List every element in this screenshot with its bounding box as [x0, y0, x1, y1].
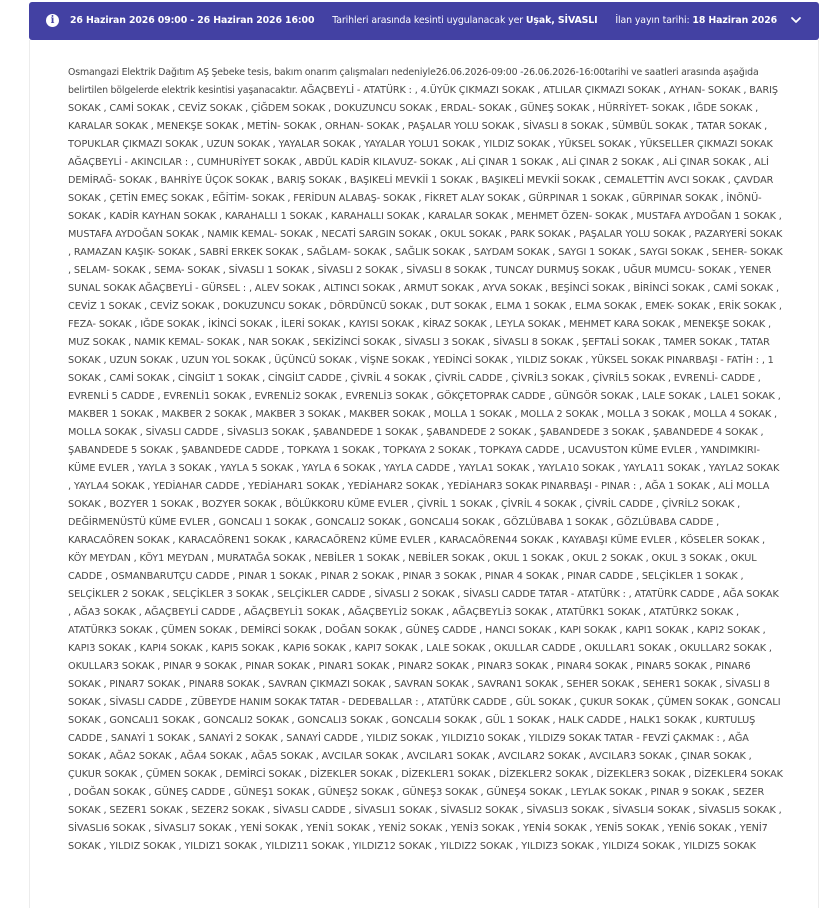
info-icon: i: [46, 14, 59, 27]
outage-accordion-header[interactable]: [29, 2, 819, 40]
outage-summary: [70, 2, 777, 40]
outage-date-range: 26 Haziran 2026 09:00 - 26 Haziran 2026 16:00: [70, 15, 315, 26]
affected-streets-list: AĞAÇBEYLİ - ATATÜRK : , 4.ÜYÜK ÇIKMAZI SOKAK , ATLILAR ÇIKMAZI SOKAK , AYHAN- SOKAK , BARIŞ SOKAK , CAMİ SOKAK , CEVİZ SOKAK , ÇİĞDEM SOKAK , DOKUZUNCU SOKAK , ERDAL- SOKAK , GÜNEŞ SOKAK , HÜRRİYET- SOKAK , IĞDE SOKAK , KARALAR SOKAK , MENEKŞE SOKAK , METİN- SOKAK , ORHAN- SOKAK , PAŞALAR YOLU SOKAK , SİVASLI 8 SOKAK , SÜMBÜL SOKAK , TATAR SOKAK , TOPUKLAR ÇIKMAZI SOKAK , UZUN SOKAK , YAYALAR SOKAK , YAYALAR YOLU1 SOKAK , YILDIZ SOKAK , YÜKSEL SOKAK , YÜKSELLER ÇIKMAZI SOKAK AĞAÇBEYLİ - AKINCILAR : , CUMHURİYET SOKAK , ABDÜL KADİR KILAVUZ- SOKAK , ALİ ÇINAR 1 SOKAK , ALİ ÇINAR 2 SOKAK , ALİ ÇINAR SOKAK , ALİ DEMİRAĞ- SOKAK , BAHRİYE ÜÇOK SOKAK , BARIŞ SOKAK , BAŞIKELİ MEVKİİ 1 SOKAK , BAŞIKELİ MEVKİİ SOKAK , CEMALETTİN AVCI SOKAK , ÇAVDAR SOKAK , ÇETİN EMEÇ SOKAK , EĞİTİM- SOKAK , FERİDUN ALABAŞ- SOKAK , FİKRET ALAY SOKAK , GÜRPINAR 1 SOKAK , GÜRPINAR SOKAK , İNÖNÜ- SOKAK , KADİR KAYHAN SOKAK , KARAHALLI 1 SOKAK , KARAHALLI SOKAK , KARALAR SOKAK , MEHMET ÖZEN- SOKAK , MUSTAFA AYDOĞAN 1 SOKAK , MUSTAFA AYDOĞAN SOKAK , NAMIK KEMAL- SOKAK , NECATİ SARGIN SOKAK , OKUL SOKAK , PARK SOKAK , PAŞALAR YOLU SOKAK , PAZARYERİ SOKAK , RAMAZAN KAŞIK- SOKAK , SABRİ ERKEK SOKAK , SAĞLAM- SOKAK , SAĞLIK SOKAK , SAYDAM SOKAK , SAYGI 1 SOKAK , SAYGI SOKAK , SEHER- SOKAK , SELAM- SOKAK , SEMA- SOKAK , SİVASLI 1 SOKAK , SİVASLI 2 SOKAK , SİVASLI 8 SOKAK , TUNCAY DURMUŞ SOKAK , UĞUR MUMCU- SOKAK , YENER SUNAL SOKAK AĞAÇBEYLİ - GÜRSEL : , ALEV SOKAK , ALTINCI SOKAK , ARMUT SOKAK , AYVA SOKAK , BEŞİNCİ SOKAK , BİRİNCİ SOKAK , CAMİ SOKAK , CEVİZ 1 SOKAK , CEVİZ SOKAK , DOKUZUNCU SOKAK , DÖRDÜNCÜ SOKAK , DUT SOKAK , ELMA 1 SOKAK , ELMA SOKAK , EMEK- SOKAK , ERİK SOKAK , FEZA- SOKAK , IĞDE SOKAK , İKİNCİ SOKAK , İLERİ SOKAK , KAYISI SOKAK , KİRAZ SOKAK , LEYLA SOKAK , MEHMET KARA SOKAK , MENEKŞE SOKAK , MUZ SOKAK , NAMIK KEMAL- SOKAK , NAR SOKAK , SEKİZİNCİ SOKAK , SİVASLI 3 SOKAK , SİVASLI 8 SOKAK , ŞEFTALİ SOKAK , TAMER SOKAK , TATAR SOKAK , UZUN SOKAK , UZUN YOL SOKAK , ÜÇÜNCÜ SOKAK , VİŞNE SOKAK , YEDİNCİ SOKAK , YILDIZ SOKAK , YÜKSEL SOKAK PINARBAŞI - FATİH : , 1 SOKAK , CAMİ SOKAK , CİNGİLT 1 SOKAK , CİNGİLT CADDE , ÇİVRİL 4 SOKAK , ÇİVRİL CADDE , ÇİVRİL3 SOKAK , ÇİVRİL5 SOKAK , EVRENLİ- CADDE , EVRENLİ 5 CADDE , EVRENLİ1 SOKAK , EVRENLİ2 SOKAK , EVRENLİ3 SOKAK , GÖKÇETOPRAK CADDE , GÜNGÖR SOKAK , LALE SOKAK , LALE1 SOKAK , MAKBER 1 SOKAK , MAKBER 2 SOKAK , MAKBER 3 SOKAK , MAKBER SOKAK , MOLLA 1 SOKAK , MOLLA 2 SOKAK , MOLLA 3 SOKAK , MOLLA 4 SOKAK , MOLLA SOKAK , SİVASLI CADDE , SİVASLI3 SOKAK , ŞABANDEDE 1 SOKAK , ŞABANDEDE 2 SOKAK , ŞABANDEDE 3 SOKAK , ŞABANDEDE 4 SOKAK , ŞABANDEDE 5 SOKAK , ŞABANDEDE CADDE , TOPKAYA 1 SOKAK , TOPKAYA 2 SOKAK , TOPKAYA CADDE , UCAVUSTON KÜME EVLER , YANDIMKIRI- KÜME EVLER , YAYLA 3 SOKAK , YAYLA 5 SOKAK , YAYLA 6 SOKAK , YAYLA CADDE , YAYLA1 SOKAK , YAYLA10 SOKAK , YAYLA11 SOKAK , YAYLA2 SOKAK , YAYLA4 SOKAK , YEDİAHAR CADDE , YEDİAHAR1 SOKAK , YEDİAHAR2 SOKAK , YEDİAHAR3 SOKAK PINARBAŞI - PINAR : , AĞA 1 SOKAK , ALİ MOLLA SOKAK , BOZYER 1 SOKAK , BOZYER SOKAK , BÖLÜKKORU KÜME EVLER , ÇİVRİL 1 SOKAK , ÇİVRİL 4 SOKAK , ÇİVRİL CADDE , ÇİVRİL2 SOKAK , DEĞİRMENÜSTÜ KÜME EVLER , GONCALI 1 SOKAK , GONCALI2 SOKAK , GONCALI4 SOKAK , GÖZLÜBABA 1 SOKAK , GÖZLÜBABA CADDE , KARACAÖREN SOKAK , KARACAÖREN1 SOKAK , KARACAÖREN2 KÜME EVLER , KARACAÖREN44 SOKAK , KAYABAŞI KÜME EVLER , KÖSELER SOKAK , KÖY MEYDAN , KÖY1 MEYDAN , MURATAĞA SOKAK , NEBİLER 1 SOKAK , NEBİLER SOKAK , OKUL 1 SOKAK , OKUL 2 SOKAK , OKUL 3 SOKAK , OKUL CADDE , OSMANBARUTÇU CADDE , PINAR 1 SOKAK , PINAR 2 SOKAK , PINAR 3 SOKAK , PINAR 4 SOKAK , PINAR CADDE , SELÇİKLER 1 SOKAK , SELÇİKLER 2 SOKAK , SELÇİKLER 3 SOKAK , SELÇİKLER CADDE , SİVASLI 2 SOKAK , SİVASLI CADDE TATAR - ATATÜRK : , ATATÜRK CADDE , AĞA SOKAK , AĞA3 SOKAK , AĞAÇBEYLİ CADDE , AĞAÇBEYLİ1 SOKAK , AĞAÇBEYLİ2 SOKAK , AĞAÇBEYLİ3 SOKAK , ATATÜRK1 SOKAK , ATATÜRK2 SOKAK , ATATÜRK3 SOKAK , ÇÜMEN SOKAK , DEMİRCİ SOKAK , DOĞAN SOKAK , GÜNEŞ CADDE , HANCI SOKAK , KAPI SOKAK , KAPI1 SOKAK , KAPI2 SOKAK , KAPI3 SOKAK , KAPI4 SOKAK , KAPI5 SOKAK , KAPI6 SOKAK , KAPI7 SOKAK , LALE SOKAK , OKULLAR CADDE , OKULLAR1 SOKAK , OKULLAR2 SOKAK , OKULLAR3 SOKAK , PINAR 9 SOKAK , PINAR SOKAK , PINAR1 SOKAK , PINAR2 SOKAK , PINAR3 SOKAK , PINAR4 SOKAK , PINAR5 SOKAK , PINAR6 SOKAK , PINAR7 SOKAK , PINAR8 SOKAK , SAVRAN ÇIKMAZI SOKAK , SAVRAN SOKAK , SAVRAN1 SOKAK , SEHER SOKAK , SEHER1 SOKAK , SİVASLI 8 SOKAK , SİVASLI CADDE , ZÜBEYDE HANIM SOKAK TATAR - DEDEBALLAR : , ATATÜRK CADDE , GÜL SOKAK , ÇUKUR SOKAK , ÇÜMEN SOKAK , GONCALI SOKAK , GONCALI1 SOKAK , GONCALI2 SOKAK , GONCALI3 SOKAK , GONCALI4 SOKAK , GÜL 1 SOKAK , HALK CADDE , HALK1 SOKAK , KURTULUŞ CADDE , SANAYİ 1 SOKAK , SANAYİ 2 SOKAK , SANAYİ CADDE , YILDIZ SOKAK , YILDIZ10 SOKAK , YILDIZ9 SOKAK TATAR - FEVZİ ÇAKMAK : , AĞA SOKAK , AĞA2 SOKAK , AĞA4 SOKAK , AĞA5 SOKAK , AVCILAR SOKAK , AVCILAR1 SOKAK , AVCILAR2 SOKAK , AVCILAR3 SOKAK , ÇINAR SOKAK , ÇUKUR SOKAK , ÇÜMEN SOKAK , DEMİRCİ SOKAK , DİZEKLER SOKAK , DİZEKLER1 SOKAK , DİZEKLER2 SOKAK , DİZEKLER3 SOKAK , DİZEKLER4 SOKAK , DOĞAN SOKAK , GÜNEŞ CADDE , GÜNEŞ1 SOKAK , GÜNEŞ2 SOKAK , GÜNEŞ3 SOKAK , GÜNEŞ4 SOKAK , LEYLAK SOKAK , PINAR 9 SOKAK , SEZER SOKAK , SEZER1 SOKAK , SEZER2 SOKAK , SİVASLI CADDE , SİVASLI1 SOKAK , SİVASLI2 SOKAK , SİVASLI3 SOKAK , SİVASLI4 SOKAK , SİVASLI5 SOKAK , SİVASLI6 SOKAK , SİVASLI7 SOKAK , YENİ SOKAK , YENİ1 SOKAK , YENİ2 SOKAK , YENİ3 SOKAK , YENİ4 SOKAK , YENİ5 SOKAK , YENİ6 SOKAK , YENİ7 SOKAK , YILDIZ SOKAK , YILDIZ1 SOKAK , YILDIZ11 SOKAK , YILDIZ12 SOKAK , YILDIZ2 SOKAK , YILDIZ3 SOKAK , YILDIZ4 SOKAK , YILDIZ5 SOKAK: [68, 85, 783, 852]
outage-details-panel: [29, 40, 819, 908]
chevron-down-icon[interactable]: [789, 13, 803, 27]
publish-date-label: İlan yayın tarihi:: [615, 15, 690, 26]
publish-date: 18 Haziran 2026: [692, 15, 778, 26]
outage-location: Uşak, SİVASLI: [525, 15, 598, 26]
notice-intro: Osmangazi Elektrik Dağıtım AŞ Şebeke tesis, bakım onarım çalışmaları nedeniyle26.06.2026-09:00 -26.06.2026-16:00tarihi ve saatleri arasında aşağıda belirtilen bölgelerde elektrik kesintisi yaşanacaktır.: [68, 67, 759, 96]
outage-notice-text: [68, 64, 784, 856]
location-label: Tarihleri arasında kesinti uygulanacak yer: [332, 15, 524, 26]
